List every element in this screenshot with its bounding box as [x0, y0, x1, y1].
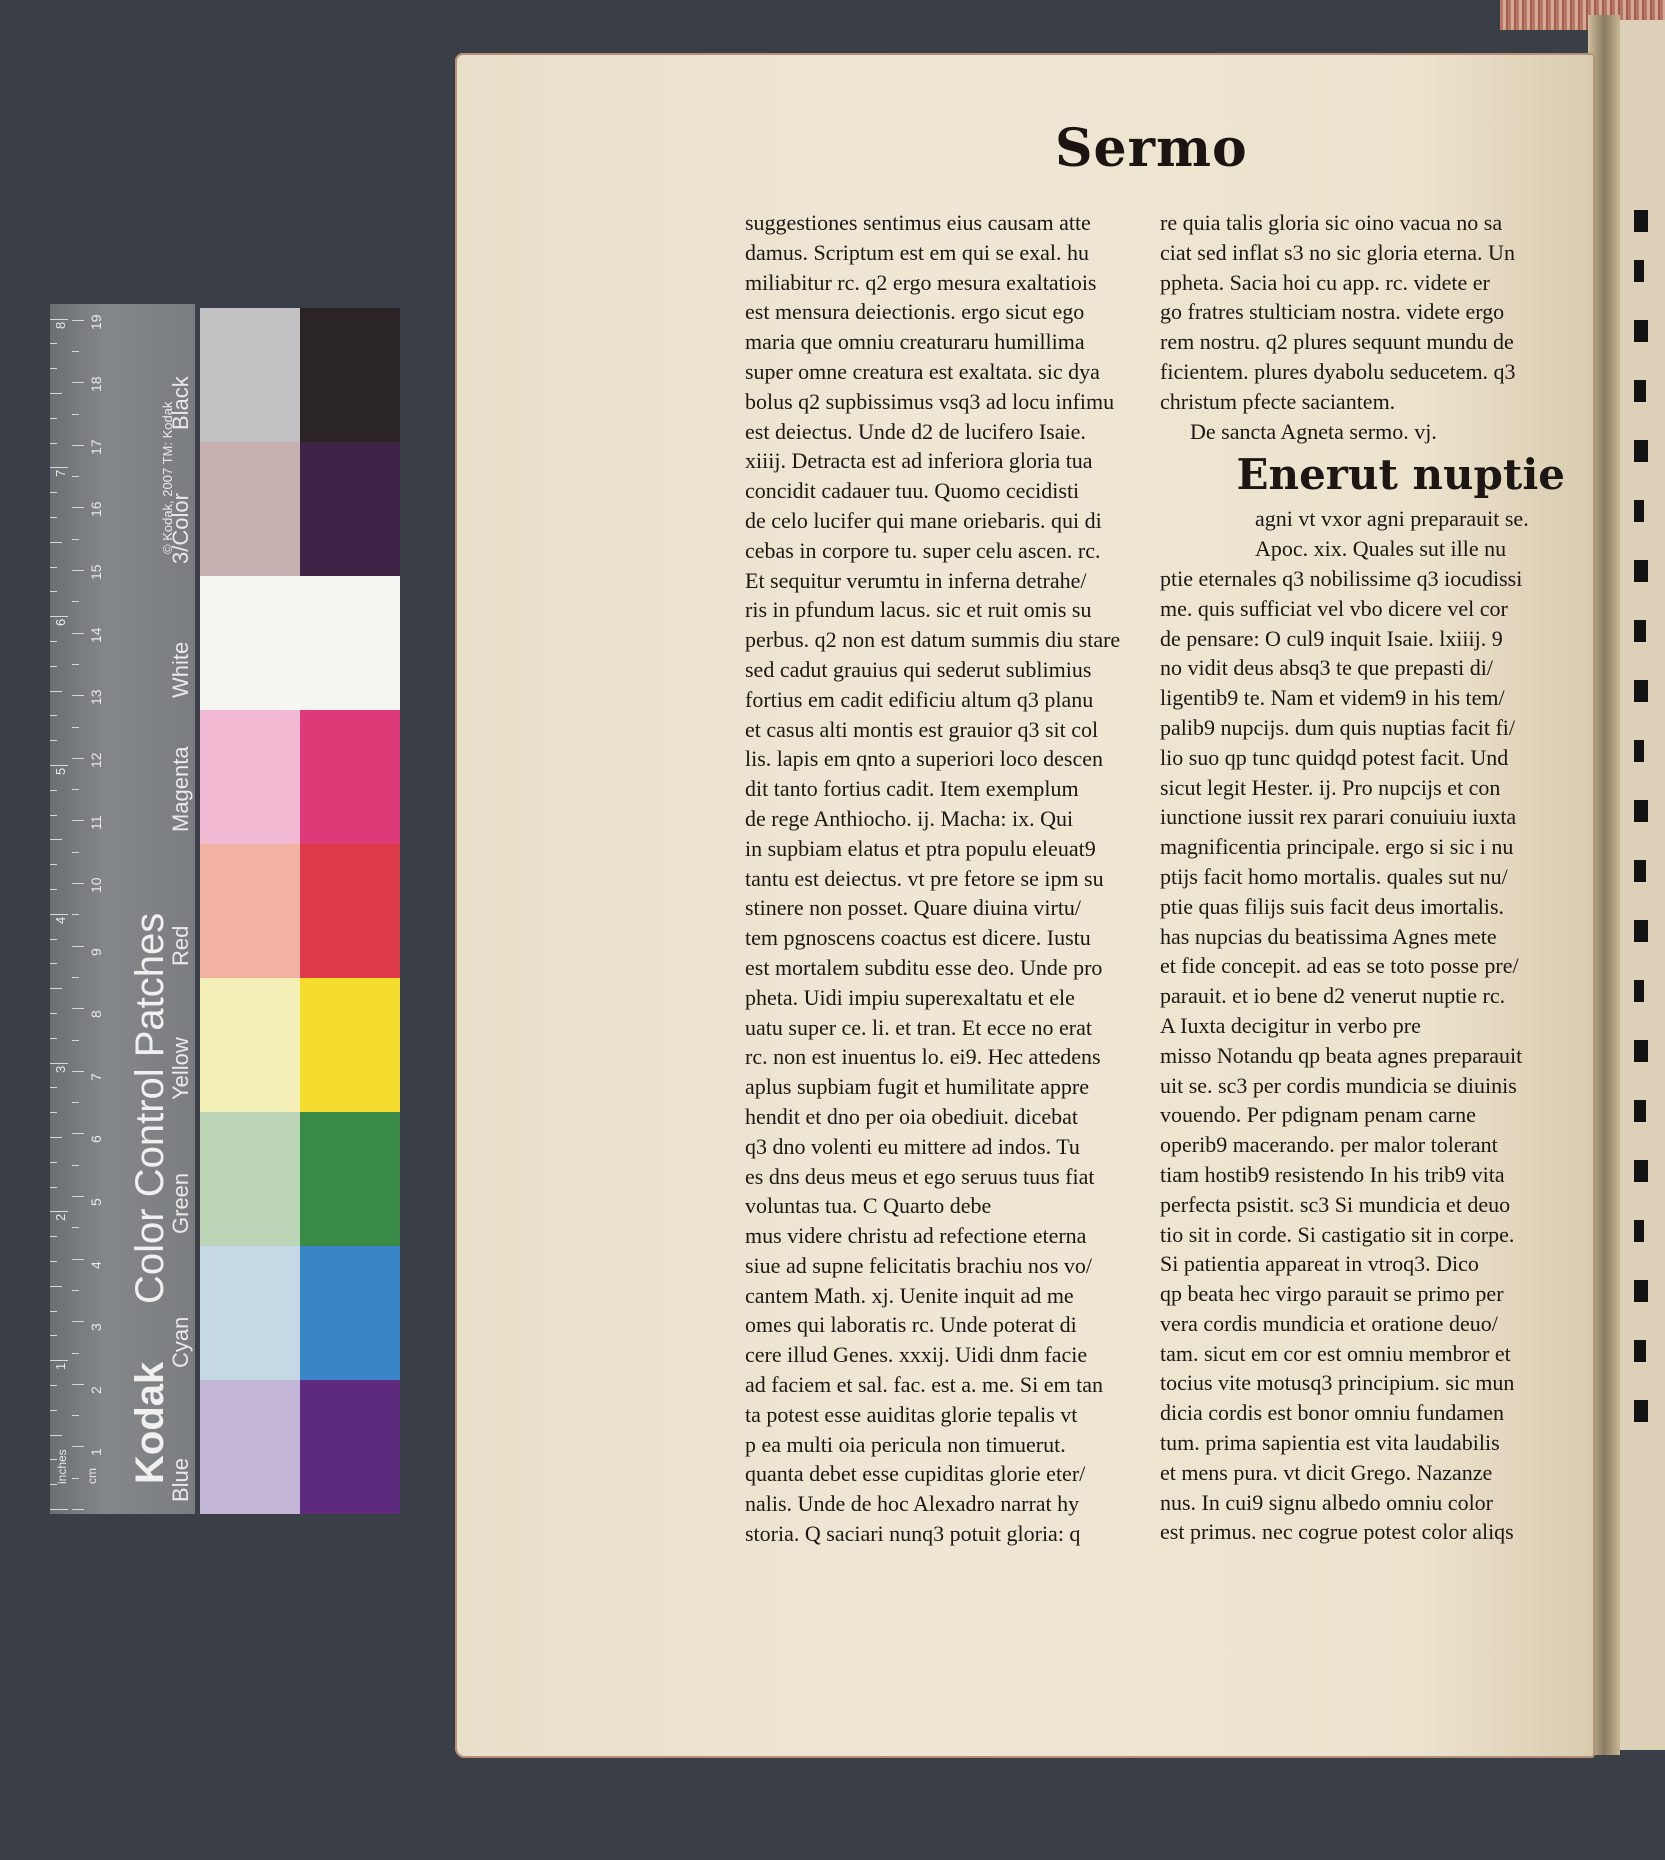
- cm-number: 18: [88, 376, 104, 393]
- text-line: ciat sed inflat s3 no sic gloria eterna. Un: [1160, 239, 1515, 265]
- text-line: q3 dno volenti eu mittere ad indos. Tu: [745, 1133, 1080, 1159]
- text-line: concidit cadauer tuu. Quomo cecidisti: [745, 478, 1080, 504]
- color-patch-yellow-dark: [300, 978, 400, 1112]
- inch-number: 2: [53, 1214, 68, 1222]
- ruler-tick: [50, 467, 68, 468]
- text-line: ptie quas filijs suis facit deus imortalis.: [1160, 893, 1505, 919]
- cm-label: cm: [85, 1468, 99, 1484]
- text-line: perbus. q2 non est datum summis diu stare: [745, 627, 1121, 653]
- ruler-tick: [50, 963, 57, 964]
- text-line: tocius vite motusq3 principium. sic mun: [1160, 1370, 1515, 1396]
- text-line: cebas in corpore tu. super celu ascen. rc.: [745, 537, 1101, 563]
- ruler-tick: [50, 616, 68, 617]
- ruler-tick: [72, 1008, 84, 1009]
- ruler-tick: [72, 1446, 84, 1447]
- cm-number: 12: [88, 752, 104, 768]
- ruler-tick: [50, 343, 57, 344]
- text-line: dit tanto fortius cadit. Item exemplum: [745, 776, 1079, 802]
- text-line: operib9 macerando. per malor tolerant: [1160, 1132, 1498, 1158]
- cm-number: 6: [88, 1135, 104, 1144]
- ruler-tick: [50, 319, 68, 320]
- ruler-tick: [72, 883, 84, 884]
- ruler-tick: [72, 789, 79, 790]
- color-patch-white-light: [200, 576, 300, 710]
- ruler-tick: [50, 1038, 57, 1039]
- text-line: parauit. et io bene d2 venerut nuptie rc.: [1160, 983, 1506, 1009]
- ruler-tick: [72, 539, 79, 540]
- facing-page-text-fragment: [1634, 1220, 1644, 1242]
- ruler-tick: [50, 443, 57, 444]
- text-line: siue ad supne felicitatis brachiu nos vo/: [745, 1252, 1093, 1278]
- patch-label: Cyan: [168, 1316, 193, 1368]
- ruler-tick: [72, 1071, 84, 1072]
- ruler-tick: [50, 1236, 57, 1237]
- left-text-column: [745, 208, 1145, 1549]
- color-patch-black-dark: [300, 308, 400, 442]
- ruler-tick: [50, 939, 57, 940]
- patch-label: Black: [168, 376, 193, 430]
- text-line: ppheta. Sacia hoi cu app. rc. videte er: [1160, 269, 1490, 295]
- ruler-tick: [50, 839, 62, 840]
- ruler-tick: [72, 507, 84, 508]
- text-line: lio suo qp tunc quidqd potest facit. Und: [1160, 744, 1509, 770]
- text-line: qp beata hec virgo parauit se primo per: [1160, 1281, 1504, 1307]
- ruler-tick: [50, 567, 57, 568]
- facing-page-text-fragment: [1634, 260, 1644, 282]
- ruler-tick: [50, 988, 62, 989]
- ruler-tick: [50, 815, 57, 816]
- color-patch-3-color-dark: [300, 442, 400, 576]
- text-line: tam. sicut em cor est omniu membror et: [1160, 1340, 1511, 1366]
- ruler-tick: [72, 1040, 79, 1041]
- text-line: vouendo. Per pdignam penam carne: [1160, 1102, 1476, 1128]
- ruler-tick: [72, 1384, 84, 1385]
- ruler-tick: [72, 914, 79, 915]
- ruler-tick: [50, 691, 62, 692]
- ruler-tick: [50, 641, 57, 642]
- facing-page-text-fragment: [1634, 860, 1646, 882]
- sermon-heading: De sancta Agneta sermo. vj.: [1190, 418, 1437, 444]
- inch-number: 8: [53, 321, 68, 329]
- ruler-tick: [50, 591, 57, 592]
- text-line: misso Notandu qp beata agnes preparauit: [1160, 1042, 1523, 1068]
- text-line: de rege Anthiocho. ij. Macha: ix. Qui: [745, 805, 1074, 831]
- ruler-strip: [50, 304, 195, 1514]
- facing-page-text-fragment: [1634, 1340, 1646, 1362]
- text-line: est primus. nec cogrue potest color aliqs: [1160, 1519, 1514, 1545]
- text-line: Si patientia appareat in vtroq3. Dico: [1160, 1251, 1479, 1277]
- right-column-top-lines: [1160, 208, 1565, 417]
- text-line: rem nostru. q2 plures sequunt mundu de: [1160, 329, 1514, 355]
- ruler-tick: [50, 542, 62, 543]
- text-line: go fratres stulticiam nostra. videte ergo: [1160, 299, 1505, 325]
- text-line: no vidit deus absq3 te que prepasti di/: [1160, 655, 1493, 681]
- ruler-tick: [50, 1187, 57, 1188]
- text-line: storia. Q saciari nunq3 potuit gloria: q: [745, 1521, 1081, 1547]
- cm-number: 17: [88, 439, 104, 455]
- patch-label: Magenta: [168, 746, 193, 832]
- color-patch-red-light: [200, 844, 300, 978]
- color-patch-magenta-dark: [300, 710, 400, 844]
- color-patch-yellow-light: [200, 978, 300, 1112]
- cm-number: 9: [88, 947, 104, 956]
- facing-page-text-fragment: [1634, 380, 1646, 402]
- text-line: stinere non posset. Quare diuina virtu/: [745, 895, 1082, 921]
- text-line: fortius em cadit edificiu altum q3 planu: [745, 686, 1094, 712]
- cm-number: 1: [88, 1448, 104, 1457]
- facing-page-text-fragment: [1634, 500, 1644, 522]
- ruler-tick: [50, 1311, 57, 1312]
- ruler-tick: [72, 1196, 84, 1197]
- ruler-tick: [50, 1137, 62, 1138]
- cm-number: 3: [88, 1323, 104, 1332]
- inch-number: 7: [53, 470, 68, 478]
- text-line: cere illud Genes. xxxij. Uidi dnm facie: [745, 1342, 1088, 1368]
- text-line: ficientem. plures dyabolu seducetem. q3: [1160, 358, 1516, 384]
- text-line: nalis. Unde de hoc Alexadro narrat hy: [745, 1491, 1080, 1517]
- ruler-tick: [72, 570, 84, 571]
- ruler-tick: [72, 1321, 84, 1322]
- text-line: tiam hostib9 resistendo In his trib9 vita: [1160, 1161, 1505, 1187]
- cm-number: 15: [88, 564, 104, 580]
- text-line: A Iuxta decigitur in verbo pre: [1160, 1012, 1421, 1038]
- text-line: iunctione iussit rex parari conuiuiu iuxta: [1160, 804, 1517, 830]
- facing-page-text-fragment: [1634, 920, 1648, 942]
- text-line: rc. non est inuentus lo. ei9. Hec attedens: [745, 1044, 1101, 1070]
- facing-page-text-fragment: [1634, 1400, 1648, 1422]
- facing-page-text-fragment: [1634, 210, 1648, 232]
- ruler-tick: [72, 1259, 84, 1260]
- text-line: est mortalem subditu esse deo. Unde pro: [745, 954, 1103, 980]
- facing-page-text-fragment: [1634, 680, 1648, 702]
- cm-number: 8: [88, 1010, 104, 1019]
- text-line: palib9 nupcijs. dum quis nuptias facit fi/: [1160, 714, 1516, 740]
- ruler-tick: [50, 492, 57, 493]
- text-line: sicut legit Hester. ij. Pro nupcijs et con: [1160, 774, 1501, 800]
- color-patch-black-light: [200, 308, 300, 442]
- cm-number: 5: [88, 1198, 104, 1206]
- ruler-tick: [72, 1133, 84, 1134]
- ruler-tick: [72, 695, 84, 696]
- ruler-tick: [50, 790, 57, 791]
- facing-page-text-fragment: [1634, 560, 1648, 582]
- text-line: es dns deus meus et ego seruus tuus fiat: [745, 1163, 1095, 1189]
- text-line: tem pgnoscens coactus est dicere. Iustu: [745, 925, 1091, 951]
- text-line: ptijs facit homo mortalis. quales sut nu/: [1160, 863, 1508, 889]
- text-line: Apoc. xix. Quales sut ille nu: [1255, 536, 1507, 562]
- ruler-tick: [50, 1063, 68, 1064]
- ruler-tick: [50, 914, 68, 915]
- text-line: ad faciem et sal. fac. est a. me. Si em tan: [745, 1372, 1103, 1398]
- text-line: est mensura deiectionis. ergo sicut ego: [745, 299, 1085, 325]
- ruler-tick: [50, 1013, 57, 1014]
- patch-label: 3/Color: [168, 493, 193, 564]
- color-patch-blue-dark: [300, 1380, 400, 1514]
- ruler-tick: [72, 852, 79, 853]
- color-patch-cyan-dark: [300, 1246, 400, 1380]
- ruler-tick: [50, 715, 57, 716]
- ruler-tick: [50, 368, 57, 369]
- ruler-tick: [50, 1335, 57, 1336]
- text-line: de celo lucifer qui mane oriebaris. qui di: [745, 507, 1102, 533]
- patch-label: Green: [168, 1172, 193, 1234]
- ruler-tick: [72, 758, 84, 759]
- patch-label: Yellow: [168, 1037, 193, 1100]
- ruler-tick: [72, 1478, 79, 1479]
- text-line: agni vt vxor agni preparauit se.: [1255, 506, 1529, 532]
- ruler-tick: [50, 1087, 57, 1088]
- ruler-tick: [72, 727, 79, 728]
- ruler-tick: [72, 601, 79, 602]
- ruler-tick: [72, 820, 84, 821]
- patch-label: Blue: [168, 1457, 193, 1502]
- color-patch-white-dark: [300, 576, 400, 710]
- inches-label: inches: [55, 1449, 69, 1484]
- cm-number: 13: [88, 689, 104, 706]
- text-line: et fide concepit. ad eas se toto posse pre/: [1160, 953, 1519, 979]
- text-line: est deiectus. Unde d2 de lucifero Isaie.: [745, 418, 1086, 444]
- ruler-tick: [50, 864, 57, 865]
- ruler-tick: [50, 1435, 62, 1436]
- ruler-tick: [50, 1211, 68, 1212]
- ruler-tick: [50, 889, 57, 890]
- inch-number: 3: [53, 1065, 68, 1073]
- ruler-tick: [50, 1360, 68, 1361]
- target-product-name: Color Control Patches: [128, 912, 172, 1304]
- text-line: uit se. sc3 per cordis mundicia se diuinis: [1160, 1072, 1517, 1098]
- ruler-tick: [72, 1509, 84, 1510]
- ruler-tick: [72, 476, 79, 477]
- ruler-tick: [50, 418, 57, 419]
- facing-page-text-fragment: [1634, 1160, 1648, 1182]
- running-head: Sermo: [1055, 118, 1248, 179]
- text-line: mus videre christu ad refectione eterna: [745, 1223, 1087, 1249]
- color-patch-3-color-light: [200, 442, 300, 576]
- patch-label: White: [168, 641, 193, 698]
- text-line: ptie eternales q3 nobilissime q3 iocudissi: [1160, 565, 1523, 591]
- inch-number: 5: [53, 767, 68, 775]
- facing-page-text-fragment: [1634, 800, 1648, 822]
- ruler-tick: [50, 1385, 57, 1386]
- facing-page-text-fragment: [1634, 980, 1644, 1002]
- ruler-tick: [50, 1261, 57, 1262]
- text-line: et casus alti montis est grauior q3 sit col: [745, 716, 1099, 742]
- cm-number: 14: [88, 627, 104, 643]
- ruler-tick: [72, 414, 79, 415]
- ruler-tick: [72, 664, 79, 665]
- text-line: super omne creatura est exaltata. sic dya: [745, 358, 1100, 384]
- ruler-tick: [72, 1353, 79, 1354]
- text-line: xiiij. Detracta est ad inferiora gloria tua: [745, 448, 1093, 474]
- facing-page-text-fragment: [1634, 620, 1646, 642]
- text-line: christum pfecte saciantem.: [1160, 388, 1396, 414]
- cm-number: 2: [88, 1386, 104, 1394]
- cm-number: 10: [88, 877, 104, 893]
- text-line: tantu est deiectus. vt pre fetore se ipm su: [745, 865, 1104, 891]
- text-line: dicia cordis est bonor omniu fundamen: [1160, 1400, 1504, 1426]
- ruler-tick: [72, 1227, 79, 1228]
- text-line: ris in pfundum lacus. sic et ruit omis su: [745, 597, 1092, 623]
- ruler-tick: [50, 1410, 57, 1411]
- inch-number: 1: [53, 1362, 68, 1371]
- text-line: vera cordis mundicia et oratione deuo/: [1160, 1310, 1498, 1336]
- ruler-tick: [72, 977, 79, 978]
- ruler-tick: [50, 1162, 57, 1163]
- ruler-tick: [72, 1102, 79, 1103]
- text-line: cantem Math. xj. Uenite inquit ad me: [745, 1282, 1074, 1308]
- ruler-tick: [50, 740, 57, 741]
- inch-number: 6: [53, 618, 68, 627]
- ruler-tick: [50, 765, 68, 766]
- text-line: has nupcias du beatissima Agnes mete: [1160, 923, 1497, 949]
- text-line: magnificentia principale. ergo si sic i nu: [1160, 834, 1514, 860]
- text-line: quanta debet esse cupiditas glorie eter/: [745, 1461, 1086, 1487]
- cm-number: 4: [88, 1260, 104, 1269]
- text-line: lis. lapis em qnto a superiori loco descen: [745, 746, 1104, 772]
- facing-page-text-fragment: [1634, 320, 1648, 342]
- ruler-tick: [72, 633, 84, 634]
- text-line: miliabitur rc. q2 ergo mesura exaltatiois: [745, 269, 1097, 295]
- cm-number: 19: [88, 314, 104, 330]
- ruler-tick: [72, 445, 84, 446]
- ruler-tick: [50, 1112, 57, 1113]
- cm-number: 11: [88, 815, 104, 831]
- text-line: ligentib9 te. Nam et videm9 in his tem/: [1160, 685, 1505, 711]
- text-line: in supbiam elatus et ptra populu eleuat9: [745, 835, 1096, 861]
- text-line: sed cadut grauius qui sederut sublimius: [745, 656, 1092, 682]
- color-patch-cyan-light: [200, 1246, 300, 1380]
- sermon-title: Enerut nuptie: [1236, 450, 1565, 500]
- text-line: ta potest esse auiditas glorie tepalis vt: [745, 1401, 1078, 1427]
- cm-number: 16: [88, 501, 104, 518]
- text-line: maria que omniu creaturaru humillima: [745, 329, 1085, 355]
- text-line: et mens pura. vt dicit Grego. Nazanze: [1160, 1459, 1493, 1485]
- inch-number: 4: [53, 916, 68, 924]
- text-line: re quia talis gloria sic oino vacua no sa: [1160, 210, 1503, 235]
- ruler-tick: [72, 1165, 79, 1166]
- color-control-target: [50, 304, 400, 1514]
- color-patch-blue-light: [200, 1380, 300, 1514]
- text-line: omes qui laboratis rc. Unde poterat di: [745, 1312, 1077, 1338]
- facing-page-text-fragment: [1634, 740, 1644, 762]
- facing-page-text-fragment: [1634, 440, 1648, 462]
- ruler-tick: [72, 1415, 79, 1416]
- right-column-body-lines: [1160, 504, 1565, 1547]
- ruler-tick: [50, 1484, 57, 1485]
- text-line: aplus supbiam fugit et humilitate appre: [745, 1074, 1089, 1100]
- text-line: pheta. Uidi impiu superexaltatu et ele: [745, 984, 1075, 1010]
- ruler-tick: [72, 320, 84, 321]
- text-line: tum. prima sapientia est vita laudabilis: [1160, 1430, 1500, 1456]
- text-line: Et sequitur verumtu in inferna detrahe/: [745, 567, 1087, 593]
- color-patch-green-light: [200, 1112, 300, 1246]
- facing-page-text-fragment: [1634, 1100, 1646, 1122]
- ruler-tick: [50, 517, 57, 518]
- text-line: p ea multi oia pericula non timuerut.: [745, 1431, 1066, 1457]
- color-patch-red-dark: [300, 844, 400, 978]
- facing-page-text-fragment: [1634, 1040, 1648, 1062]
- text-line: nus. In cui9 signu albedo omniu color: [1160, 1489, 1494, 1515]
- text-line: uatu super ce. li. et tran. Et ecce no erat: [745, 1014, 1092, 1040]
- ruler-tick: [50, 1509, 68, 1510]
- text-line: tio sit in corde. Si castigatio sit in corpe.: [1160, 1221, 1515, 1247]
- copyright-notice: © Kodak, 2007 TM: Kodak: [160, 401, 175, 554]
- color-patch-magenta-light: [200, 710, 300, 844]
- patch-label: Red: [168, 925, 193, 966]
- ruler-tick: [72, 1290, 79, 1291]
- text-line: suggestiones sentimus eius causam atte: [745, 210, 1091, 235]
- ruler-tick: [50, 1286, 62, 1287]
- text-line: hendit et dno per oia obediuit. dicebat: [745, 1103, 1078, 1129]
- right-text-column: [1160, 208, 1565, 1547]
- kodak-brand: Kodak: [128, 1361, 172, 1484]
- color-patch-green-dark: [300, 1112, 400, 1246]
- facing-page-text-fragment: [1634, 1280, 1648, 1302]
- ruler-tick: [72, 382, 84, 383]
- ruler-tick: [72, 946, 84, 947]
- text-line: voluntas tua. C Quarto debe: [745, 1193, 992, 1219]
- text-line: bolus q2 supbissimus vsq3 ad locu infimu: [745, 388, 1115, 414]
- ruler-tick: [72, 351, 79, 352]
- text-line: damus. Scriptum est em qui se exal. hu: [745, 239, 1089, 265]
- text-line: perfecta psistit. sc3 Si mundicia et deuo: [1160, 1191, 1511, 1217]
- ruler-tick: [50, 393, 62, 394]
- ruler-tick: [50, 666, 57, 667]
- cm-number: 7: [88, 1073, 104, 1081]
- text-line: me. quis sufficiat vel vbo dicere vel cor: [1160, 595, 1508, 621]
- text-line: de pensare: O cul9 inquit Isaie. lxiiij. 9: [1160, 625, 1503, 651]
